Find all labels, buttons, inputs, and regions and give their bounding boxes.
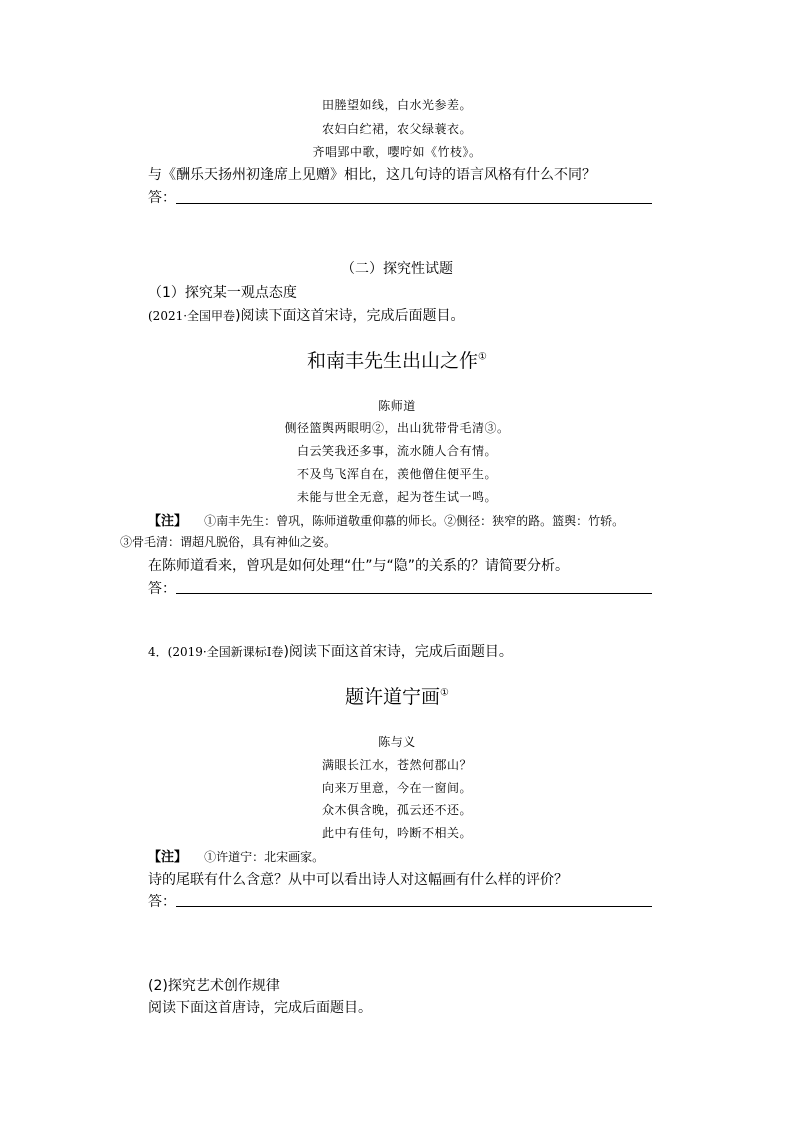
note-line (148, 510, 624, 529)
poem-title-note: ① (440, 687, 449, 699)
note-text: ①许道宁：北宋画家。 (204, 850, 325, 864)
answer-line[interactable] (176, 906, 652, 907)
poem-title (0, 682, 794, 709)
poem-title-text: 题许道宁画 (345, 686, 441, 708)
poem-title-text: 和南丰先生出山之作 (307, 350, 479, 372)
answer-line[interactable] (176, 203, 652, 204)
poem-author: 陈与义 (378, 735, 416, 749)
note-text: ①南丰先生：曾巩，陈师道敬重仰慕的师长。②侧径：狭窄的路。篮舆：竹轿。 (204, 514, 625, 528)
poem-line: 农妇白纻裙，农父绿蓑衣。 (321, 122, 472, 136)
poem-line: 此中有佳句，吟断不相关。 (321, 826, 472, 840)
poem-author: 陈师道 (378, 399, 416, 413)
note-text: ③骨毛清：谓超凡脱俗，具有神仙之姿。 (120, 535, 337, 549)
section-heading: （二）探究性试题 (341, 261, 453, 277)
poem-title-note: ① (478, 351, 487, 363)
poem-line: 侧径篮舆两眼明②，出山犹带骨毛清③。 (284, 421, 510, 435)
question-number: 4． (148, 645, 168, 659)
sub-heading: (2)探究艺术创作规律 (148, 978, 280, 994)
poem-line: 满眼长江水，苍然何郡山？ (321, 758, 472, 772)
note-line (148, 846, 324, 865)
source-suffix: )阅读下面这首宋诗，完成后面题目。 (283, 644, 513, 660)
answer-label: 答： (148, 894, 176, 910)
question-header (148, 641, 513, 661)
instruction-text: 阅读下面这首唐诗，完成后面题目。 (148, 1000, 372, 1016)
source-exam: 全国新课标Ⅰ卷 (206, 645, 284, 659)
poem-line: 不及鸟飞浑自在，羡他僧住便平生。 (296, 467, 497, 481)
poem-line: 田塍望如线，白水光参差。 (321, 98, 472, 112)
question-text: 与《酬乐天扬州初逢席上见赠》相比，这几句诗的语言风格有什么不同？ (148, 167, 596, 183)
poem-title (0, 346, 794, 373)
source-prefix: (2019· (167, 645, 207, 659)
source-prefix: (2021· (148, 309, 188, 323)
poem-line: 未能与世全无意，起为苍生试一鸣。 (296, 490, 497, 504)
source-exam: 全国甲卷 (187, 309, 236, 323)
poem-line: 白云笑我还多事，流水随人合有情。 (296, 444, 497, 458)
answer-label: 答： (148, 581, 176, 597)
poem-line: 向来万里意，今在一窗间。 (321, 781, 472, 795)
poem-line: 众木俱含晚，孤云还不还。 (321, 803, 472, 817)
note-label: 【注】 (148, 514, 188, 529)
source-line (148, 305, 465, 325)
sub-heading: （1）探究某一观点态度 (148, 285, 297, 301)
poem-line: 齐唱郢中歌，嘤咛如《竹枝》。 (312, 145, 482, 159)
answer-label: 答： (148, 190, 176, 206)
question-text: 在陈师道看来，曾巩是如何处理“仕”与“隐”的关系的？请简要分析。 (148, 558, 570, 574)
note-label: 【注】 (148, 850, 188, 865)
answer-line[interactable] (176, 593, 652, 594)
source-suffix: )阅读下面这首宋诗，完成后面题目。 (235, 308, 465, 324)
question-text: 诗的尾联有什么含意？从中可以看出诗人对这幅画有什么样的评价？ (148, 872, 568, 888)
